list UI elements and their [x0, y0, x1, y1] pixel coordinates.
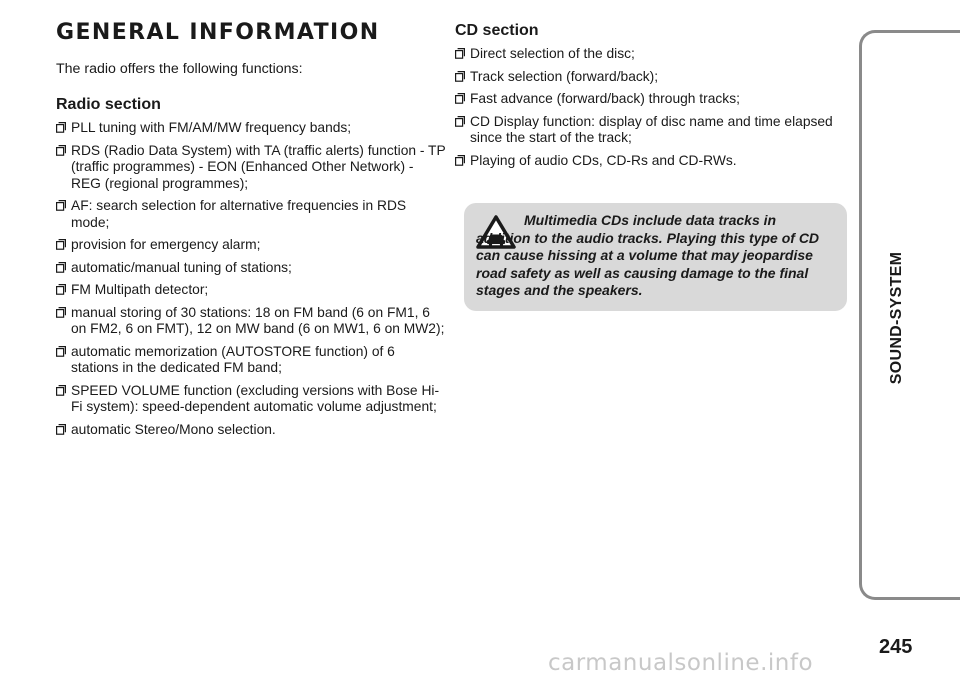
chapter-tab [859, 30, 960, 600]
cd-section-heading: CD section [455, 22, 539, 39]
radio-section-heading: Radio section [56, 96, 161, 113]
checkbox-bullet-icon [56, 262, 66, 273]
warning-text: Multimedia CDs include data tracks in addition to the audio tracks. Playing this type of CD can cause hissing at a volume that may jeopardise road safety as well as causing damage to the final stages and the speakers. [476, 212, 820, 298]
list-item [455, 69, 847, 86]
checkbox-bullet-icon [455, 48, 465, 59]
list-item-text: automatic Stereo/Mono selection. [71, 421, 276, 437]
watermark: carmanualsonline.info [548, 650, 814, 676]
checkbox-bullet-icon [455, 116, 465, 127]
list-item [56, 305, 446, 338]
list-item [56, 344, 446, 377]
checkbox-bullet-icon [56, 145, 66, 156]
list-item [56, 260, 446, 277]
page-title: GENERAL INFORMATION [56, 20, 380, 45]
list-item [455, 91, 847, 108]
list-item-text: CD Display function: display of disc name and time elapsed since the start of the track; [470, 113, 833, 145]
warning-box [464, 203, 847, 311]
list-item [455, 114, 847, 147]
chapter-tab-label: SOUND-SYSTEM [888, 251, 905, 385]
list-item-text: Fast advance (forward/back) through tracks; [470, 91, 740, 106]
list-item [56, 198, 446, 231]
checkbox-bullet-icon [56, 346, 66, 357]
checkbox-bullet-icon [56, 284, 66, 295]
page-number: 245 [879, 636, 913, 658]
checkbox-bullet-icon [56, 424, 66, 435]
list-item-text: AF: search selection for alternative frequencies in RDS mode; [71, 198, 407, 230]
list-item [56, 237, 446, 254]
checkbox-bullet-icon [56, 122, 66, 133]
list-item-text: PLL tuning with FM/AM/MW frequency bands; [71, 120, 352, 135]
list-item [56, 143, 446, 193]
checkbox-bullet-icon [56, 385, 66, 396]
list-item-text: automatic memorization (AUTOSTORE function) of 6 stations in the dedicated FM band; [71, 343, 395, 375]
intro-text: The radio offers the following functions: [56, 61, 303, 77]
checkbox-bullet-icon [56, 239, 66, 250]
list-item-text: provision for emergency alarm; [71, 237, 261, 252]
cd-section-list [455, 46, 847, 169]
list-item [455, 46, 847, 63]
list-item-text: Direct selection of the disc; [470, 46, 635, 61]
list-item-text: Playing of audio CDs, CD-Rs and CD-RWs. [470, 152, 737, 168]
left-column [56, 60, 446, 444]
list-item-text: automatic/manual tuning of stations; [71, 259, 292, 275]
list-item [56, 383, 446, 416]
checkbox-bullet-icon [56, 200, 66, 211]
checkbox-bullet-icon [56, 307, 66, 318]
list-item [455, 153, 847, 170]
right-column [455, 22, 847, 175]
checkbox-bullet-icon [455, 93, 465, 104]
checkbox-bullet-icon [455, 71, 465, 82]
list-item-text: FM Multipath detector; [71, 282, 209, 297]
list-item-text: RDS (Radio Data System) with TA (traffic alerts) function - TP (traffic programmes) - EON (Enhanced Other Network) - REG (regional programmes); [71, 142, 446, 191]
list-item [56, 422, 446, 439]
list-item-text: Track selection (forward/back); [470, 68, 659, 84]
list-item [56, 120, 446, 137]
list-item-text: SPEED VOLUME function (excluding versions with Bose Hi-Fi system): speed-dependent automatic volume adjustment; [71, 382, 440, 414]
list-item [56, 282, 446, 299]
list-item-text: manual storing of 30 stations: 18 on FM band (6 on FM1, 6 on FM2, 6 on FMT), 12 on MW band (6 on MW1, 6 on MW2); [71, 304, 445, 336]
checkbox-bullet-icon [455, 155, 465, 166]
radio-section-list [56, 120, 446, 438]
